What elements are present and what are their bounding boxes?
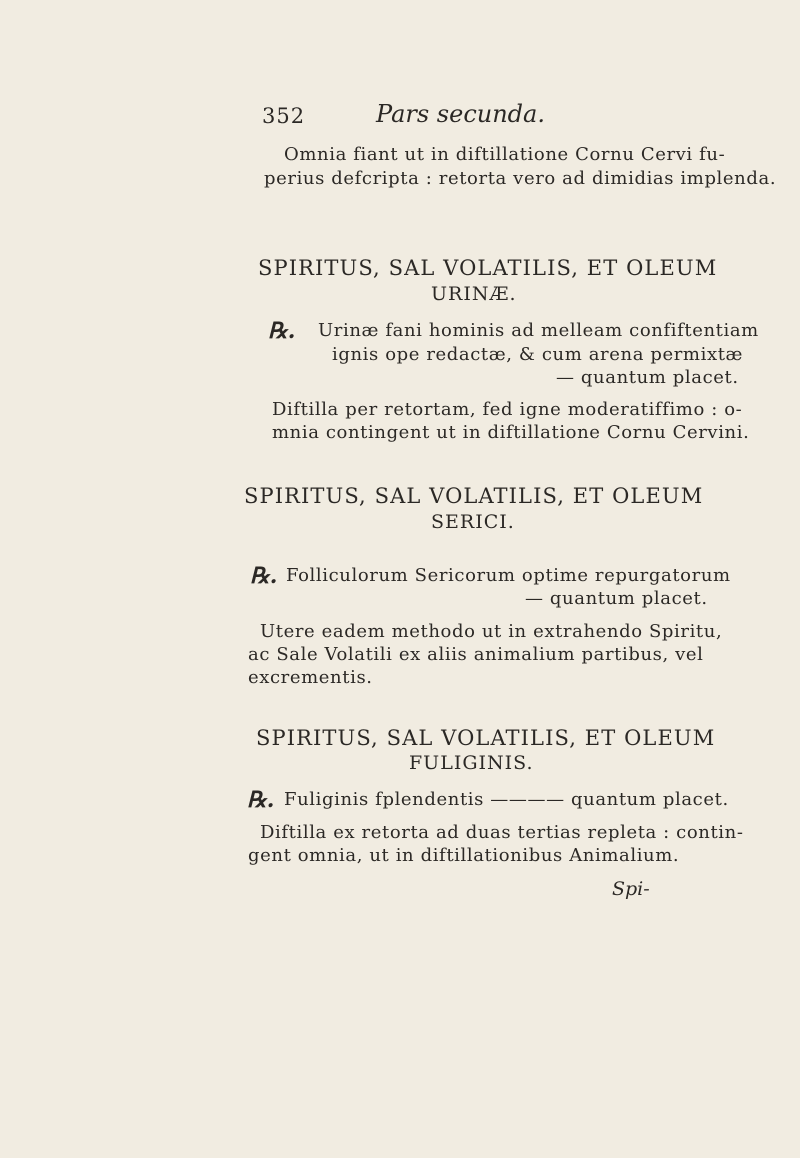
body-line: excrementis. [248, 667, 373, 688]
recipe-symbol: ℞. [247, 787, 275, 813]
body-line: Diftilla per retortam, fed igne moderatiffimo : o- [272, 399, 743, 420]
recipe-line: Fuliginis fplendentis ———— quantum placet. [284, 789, 729, 810]
page-number: 352 [262, 104, 306, 128]
body-line: ac Sale Volatili ex aliis animalium partibus, vel [248, 644, 704, 665]
section-heading: SPIRITUS, SAL VOLATILIS, ET OLEUM [258, 256, 718, 280]
recipe-quantity: — quantum placet. [525, 588, 708, 609]
body-line: mnia contingent ut in diftillatione Cornu Cervini. [272, 422, 750, 443]
recipe-line: ignis ope redactæ, & cum arena permixtæ [332, 344, 744, 365]
running-head: Pars secunda. [376, 100, 545, 128]
intro-line: Omnia fiant ut in diftillatione Cornu Cervi fu- [284, 144, 726, 165]
section-heading: SPIRITUS, SAL VOLATILIS, ET OLEUM [256, 726, 716, 750]
recipe-quantity: — quantum placet. [556, 367, 739, 388]
recipe-line: Folliculorum Sericorum optime repurgatorum [286, 565, 731, 586]
section-heading: SPIRITUS, SAL VOLATILIS, ET OLEUM [244, 484, 704, 508]
recipe-line: Urinæ fani hominis ad melleam confiftentiam [318, 320, 759, 341]
section-subheading: URINÆ. [431, 283, 517, 305]
section-subheading: FULIGINIS. [409, 752, 534, 774]
body-line: Diftilla ex retorta ad duas tertias repleta : contin- [260, 822, 744, 843]
intro-line: perius defcripta : retorta vero ad dimidias implenda. [264, 168, 777, 189]
recipe-symbol: ℞. [250, 563, 278, 589]
recipe-symbol: ℞. [268, 318, 296, 344]
body-line: gent omnia, ut in diftillationibus Animalium. [248, 845, 680, 866]
body-line: Utere eadem methodo ut in extrahendo Spiritu, [260, 621, 723, 642]
section-subheading: SERICI. [431, 511, 515, 533]
catchword: Spi- [612, 878, 650, 900]
